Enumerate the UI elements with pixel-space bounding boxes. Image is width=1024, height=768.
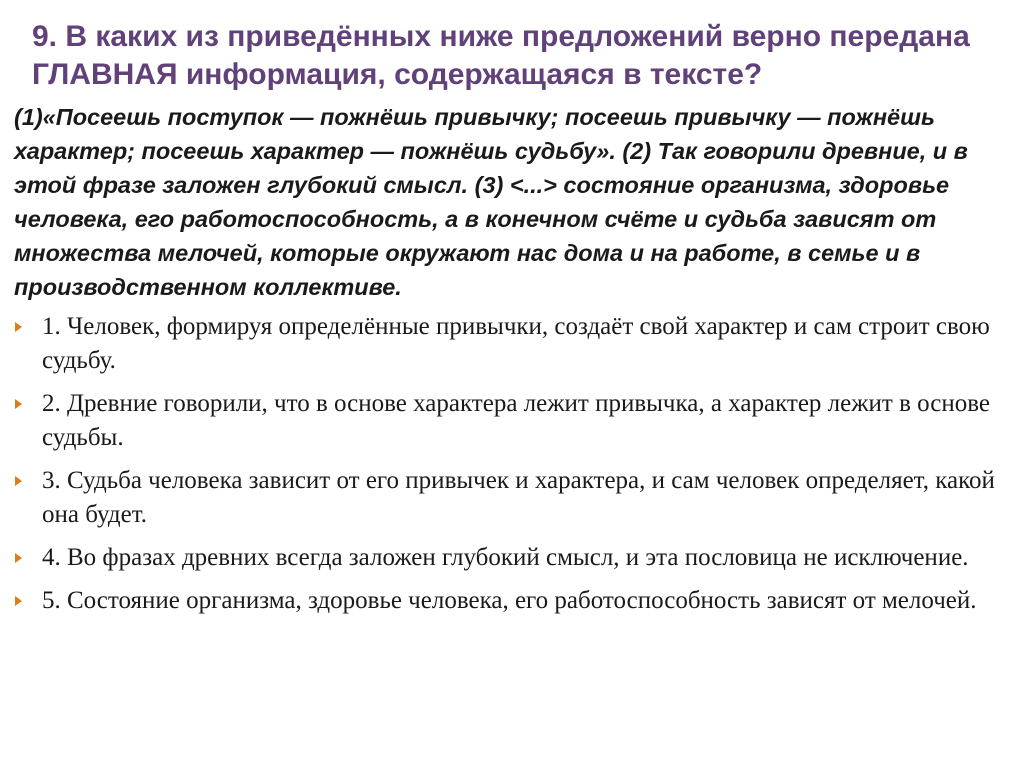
answer-option-text: 4. Во фразах древних всегда заложен глубокий смысл, и эта пословица не исключение.	[42, 544, 969, 571]
source-passage: (1)«Посеешь поступок — пожнёшь привычку; посеешь привычку — пожнёшь характер; посеешь характер — пожнёшь судьбу». (2) Так говорили древние, и в этой фразе заложен глубокий смысл. (3) <...> состояние организма, здоровье человека, его работоспособность, а в конечном счёте и судьба зависят от множества мелочей, которые окружают нас дома и на работе, в семье и в производственном коллективе.	[14, 104, 968, 300]
answer-option[interactable]	[14, 584, 996, 618]
answer-option-text: 3. Судьба человека зависит от его привычек и характера, и сам человек определяет, какой она будет.	[42, 467, 995, 528]
answer-option[interactable]	[14, 541, 996, 575]
answer-option-text: 5. Состояние организма, здоровье человека, его работоспособность зависят от мелочей.	[42, 587, 977, 614]
question-title: 9. В каких из приведённых ниже предложений верно передана ГЛАВНАЯ информация, содержащаяся в тексте?	[32, 20, 970, 91]
answer-option[interactable]	[14, 464, 996, 532]
answer-options	[14, 310, 996, 618]
answer-option-text: 2. Древние говорили, что в основе характера лежит привычка, а характер лежит в основе судьбы.	[42, 390, 990, 451]
triangle-right-icon	[14, 541, 42, 575]
answer-option[interactable]	[14, 387, 996, 455]
triangle-right-icon	[14, 310, 42, 344]
answer-option-text: 1. Человек, формируя определённые привычки, создаёт свой характер и сам строит свою судьбу.	[42, 313, 990, 374]
triangle-right-icon	[14, 584, 42, 618]
triangle-right-icon	[14, 387, 42, 421]
triangle-right-icon	[14, 464, 42, 498]
answer-option[interactable]	[14, 310, 996, 378]
